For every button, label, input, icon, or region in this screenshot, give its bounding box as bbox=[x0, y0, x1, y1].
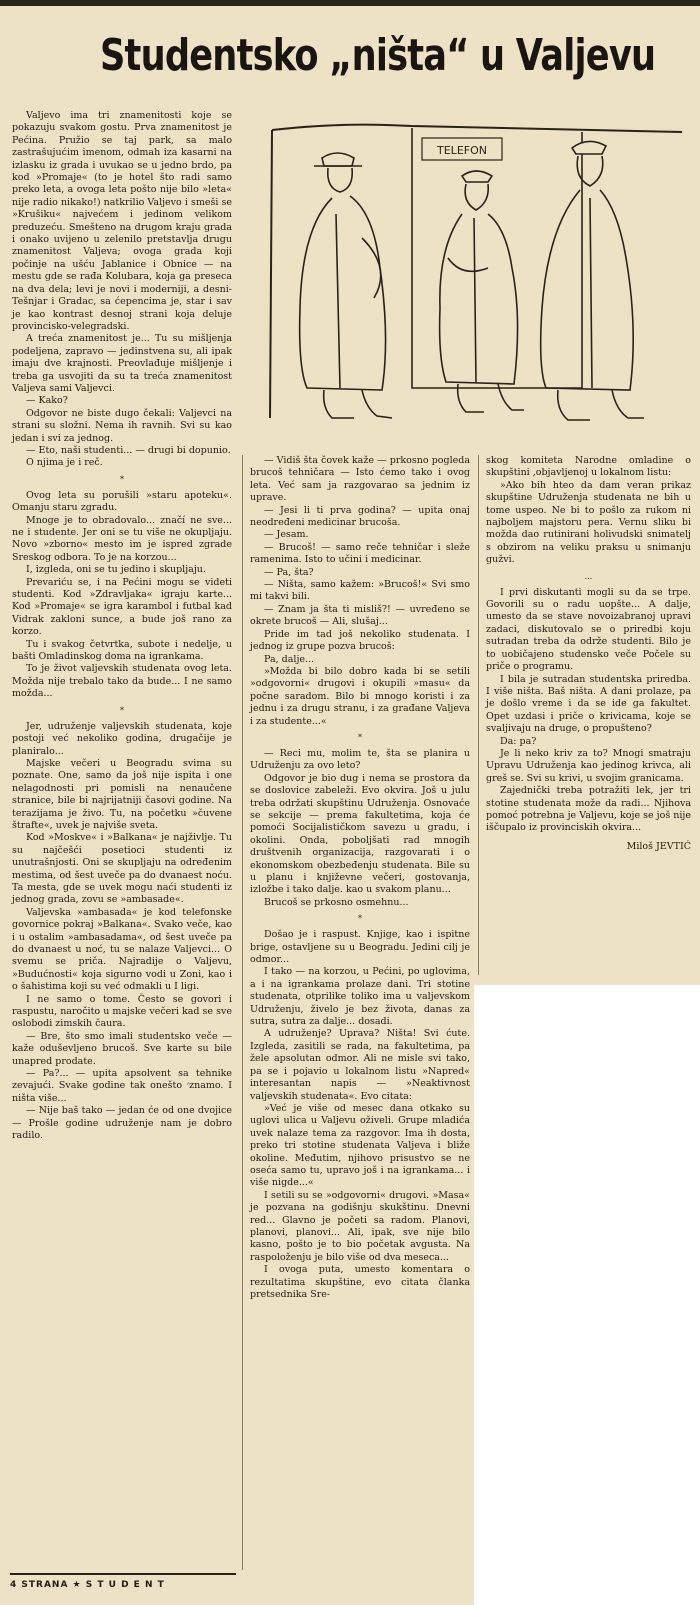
article-paragraph: I prvi diskutanti mogli su da se trpe. Govorili su o radu uopšte... A dalje, umesto da se stave novoizabranoj upravi zadaci, diskutovalo se o priredbi koju sutradan treba da održe studenti. Bilo je to uobičajeno studensko veče Počele su priče o programu. bbox=[486, 586, 691, 673]
telefon-sign: TELEFON bbox=[437, 144, 487, 157]
article-paragraph: To je život valjevskih studenata ovog leta. Možda nije trebalo tako da bude... I ne samo možda... bbox=[12, 663, 232, 700]
article-paragraph: »Možda bi bilo dobro kada bi se setili »odgovorni« drugovi i okupili »masu« da počne saradom. Bilo bi mnogo koristi i za jednu i za drugu stranu, i za građane Valjeva i za studente...« bbox=[250, 665, 470, 727]
article-column-3 bbox=[486, 455, 691, 853]
article-paragraph: Valjevska »ambasada« je kod telefonske govornice pokraj »Balkana«. Svako veče, kao i u ostalim »ambasadama«, od šest uveče pa do dvanaest u noć, tu se nalaze Valjevci... O svemu se priča. Najradije o Valjevu, »Budućnosti« koja sigurno vodi u Zoni, kao i o šahistima koji su već odmakli u I ligi. bbox=[12, 906, 232, 993]
man-figure-left bbox=[300, 153, 392, 418]
article-paragraph: — Vidiš šta čovek kaže — prkosno pogleda brucoš tehničara — Isto ćemo tako i ovog leta. Već sam ja razgovarao sa jednim iz uprave. bbox=[250, 455, 470, 504]
article-paragraph: I ne samo o tome. Često se govori i raspustu, naročito u majske večeri kad se sve oslobodi zimskih čaura. bbox=[12, 993, 232, 1030]
headline: Studentsko „ništa“ u Valjevu bbox=[100, 30, 656, 81]
page-footer: 4 STRANA ★ S T U D E N T bbox=[10, 1580, 165, 1590]
article-paragraph: — Znam ja šta ti misliš?! — uvređeno se okrete brucoš — Ali, slušaj... bbox=[250, 603, 470, 628]
telephone-booth-illustration bbox=[262, 118, 690, 446]
article-paragraph: Da: pa? bbox=[500, 735, 537, 747]
section-separator: ... bbox=[584, 571, 593, 581]
article-paragraph: O njima je i reč. bbox=[26, 457, 103, 469]
article-paragraph: Majske večeri u Beogradu svima su poznate. One, samo da još nije ispita i one nelagodnosti pri pomisli na nenaučene stranice, bile bi najrijatniji časovi godine. Na terazijama je živo. Tu, na početku »čuvene štrafte«, uvek je najviše sveta. bbox=[12, 757, 232, 831]
article-paragraph: I tako — na korzou, u Pećini, po uglovima, a i na igrankama prolaze dani. Tri stotine studenata, otprilike toliko ima u valjevskom Udruženju, živelo je bez života, danas za sutra, sutra za dalje... dosadi. bbox=[250, 966, 470, 1028]
article-paragraph: Kod »Moskve« i »Balkana« je najživlje. Tu su najčešći posetioci studenti iz unutrašnjosti. Oni se skupljaju na određenim mestima, od šest uveče pa do dvanaest noću. Ta mesta, gde se uvek mogu naći studenti iz jednog grada, zovu se »ambasade«. bbox=[12, 832, 232, 906]
article-paragraph: Pa, dalje... bbox=[264, 653, 315, 665]
section-separator: * bbox=[120, 705, 124, 715]
article-column-2 bbox=[250, 455, 470, 1301]
article-paragraph: I ovoga puta, umesto komentara o rezultatima skupštine, evo citata članka pretsednika Sre- bbox=[250, 1264, 470, 1300]
author-signature: Miloš JEVTIĆ bbox=[626, 840, 691, 852]
article-paragraph: »Ako bih hteo da dam veran prikaz skupštine Udruženja studenata ne bih u tome uspeo. Ne bi to pošlo za rukom ni najboljem majstoru pera. Vernu sliku bi možda dao rutinirani holivudski snimatelj s obzirom na veliku praksu u snimanju gužvi. bbox=[486, 479, 691, 566]
article-paragraph: I, izgleda, oni se tu jedino i skupljaju. bbox=[26, 564, 206, 576]
section-separator: * bbox=[120, 474, 124, 484]
man-figure-right bbox=[541, 141, 644, 420]
article-paragraph: — Pa?... — upita apsolvent sa tehnike zevajući. Svake godine tak onešto ׳znamo. I ništa više... bbox=[12, 1068, 233, 1104]
article-paragraph: Jer, udruženje valjevskih studenata, koje postoji već nekoliko godina, drugačije je planiralo... bbox=[12, 720, 232, 757]
article-paragraph: Odgovor je bio dug i nema se prostora da se doslovice zabeleži. Evo okvira. Još u julu treba održati skupštinu Udruženja. Osnovaće se sekcije — prema fakultetima, koja će pomoći Socijalističkom savezu u gradu, i okolini. Onda, poboljšati rad mnogih društvenih organizacija, razgovarati i o ekonomskom obezbeđenju studenata. Bile su u planu i književne večeri, gostovanja, izložbe i tako dalje. kao u svakom planu... bbox=[250, 772, 470, 896]
article-paragraph: — Jesi li ti prva godina? — upita onaj neodređeni medicinar brucoša. bbox=[250, 504, 470, 529]
article-paragraph: I setili su se »odgovorni« drugovi. »Masa« je pozvana na godišnju skukštinu. Dnevni red... Glavno je početi sa radom. Planovi, planovi, planovi... Ali, ipak, sve nije bilo kasno, pošto je to bio početak avgusta. Na raspoloženju je bilo više od dva meseca... bbox=[250, 1189, 470, 1263]
article-paragraph: — Reci mu, molim te, šta se planira u Udruženju za ovo leto? bbox=[250, 747, 470, 772]
article-paragraph: Pride im tad još nekoliko studenata. I jednog iz grupe pozva brucoš: bbox=[250, 628, 470, 653]
article-paragraph: A treća znamenitost je... Tu su mišljenja podeljena, zapravo — jedinstvena su, ali ipak imaju dve krajnosti. Preovlađuje mišljenje i treba ga usvojiti da su ta treća znamenitost Valjeva sami Valjevci. bbox=[12, 333, 232, 394]
article-paragraph: Valjevo ima tri znamenitosti koje se pokazuju svakom gostu. Prva znamenitost je Pećina. Pružio se taj park, sa malo zastrašujućim imenom, odmah iza kasarni na izlasku iz grada i uvukao se u jedno brdo, pa kod »Promaje« (to je hotel što radi samo preko leta, a ovoga leta pošto nije bilo »leta« nije radio nikako!) natkrilio Valjevo i smeši se »Krušiku« najvećem i jedinom velikom preduzeću. Smešteno na drugom kraju grada i onako uvijeno u zelenilo pretstavlja drugu znamenitost Valjeva; ovoga grada koji počinje na ušću Jablanice i Obnice — na mestu gde se rađa Kolubara, koja ga preseca na dva dela; levi je novi i moderniji, a desni-Tešnjar i Gradac, sa ćepencima je, star i sav je kao kontrast desnoj strani koja deluje provincisko-velegradski. bbox=[12, 110, 232, 332]
article-paragraph: — Pa, šta? bbox=[264, 566, 314, 578]
footer-rule bbox=[10, 1573, 236, 1575]
column-divider bbox=[478, 455, 479, 975]
page-cutout bbox=[474, 985, 700, 1605]
column-divider bbox=[242, 455, 243, 1570]
article-paragraph: Ovog leta su porušili »staru apoteku«. Omanju staru zgradu. bbox=[12, 489, 232, 514]
top-rule bbox=[0, 0, 700, 6]
article-paragraph: skog komiteta Narodne omladine o skupštini ,objavljenoj u lokalnom listu: bbox=[486, 455, 691, 479]
article-paragraph: Brucoš se prkosno osmehnu... bbox=[264, 896, 409, 908]
article-paragraph: Odgovor ne biste dugo čekali: Valjevci na strani su složni. Nema ih ravnih. Svi su kao jedan i svi za jednog. bbox=[12, 407, 232, 444]
section-separator: * bbox=[358, 914, 362, 924]
article-paragraph: — Bre, što smo imali studentsko veče — kaže oduševljeno brucoš. Sve karte su bile unapred prodate. bbox=[12, 1030, 232, 1067]
article-paragraph: — Brucoš! — samo reče tehničar i sleže ramenima. Isto to učini i medicinar. bbox=[250, 541, 470, 566]
article-paragraph: — Ništa, samo kažem: »Brucoš!« Svi smo mi takvi bili. bbox=[250, 579, 470, 603]
article-paragraph: — Jesam. bbox=[264, 529, 309, 541]
section-separator: * bbox=[358, 732, 362, 742]
article-paragraph: I bila je sutradan studentska priredba. I više ništa. Baš ništa. A dani prolaze, pa je došlo vreme i da se ide ga fakultet. Opet uzdasi i priče o krivicama, koje se svaljivaju na druge, o propušteno? bbox=[486, 673, 691, 735]
article-paragraph: Tu i svakog četvrtka, subote i nedelje, u bašti Omladinskog doma na igrankama. bbox=[12, 638, 232, 663]
article-paragraph: — Kako? bbox=[26, 395, 68, 407]
article-paragraph: — Eto, naši studenti... — drugi bi dopunio. bbox=[26, 444, 231, 456]
article-paragraph: Je li neko kriv za to? Mnogi smatraju Upravu Udruženja kao jedinog krivca, ali greš se. Svi su krivi, u svojim granicama. bbox=[486, 747, 691, 784]
article-paragraph: »Već je više od mesec dana otkako su uglovi ulica u Valjevu oživeli. Grupe mladića uvek nalaze tema za razgovor. Ima ih dosta, preko tri stotine studenata Valjeva i bliže okoline. Međutim, njihovo prisustvo se ne oseća samo tu, upravo još i na igrankama... i više nigde...« bbox=[250, 1102, 470, 1189]
article-paragraph: Zajednički treba potražiti lek, jer tri stotine studenata može da radi... Njihova pomoć potrebna je Valjevu, koje se još nije iščupalo iz provinciskih okvira... bbox=[486, 785, 691, 834]
article-paragraph: Mnoge je to obradovalo... značí ne sve... ne i studente. Jer oni se tu više ne okupljaju. Novo »zborno« mesto im je ispred zgrade Sreskog odbora. To je na korzou... bbox=[12, 514, 232, 563]
article-column-1 bbox=[12, 110, 232, 1143]
article-paragraph: A udruženje? Uprava? Ništa! Svi ćute. Izgleda, zasitili se rada, na fakultetima, pa žele apsolutan odmor. Ali ne misle svi tako, pa se i pojavio u lokalnom listu »Napred« interesantan napis — »Neaktivnost valjevskih studenata«. Evo citata: bbox=[250, 1028, 470, 1102]
article-paragraph: Prevariću se, i na Pećini mogu se videti studenti. Kod »Zdravljaka« igraju karte... Kod »Promaje« se igra karambol i futbal kad Vidrak zakloni sunce, a bude još rano za korzo. bbox=[12, 576, 232, 638]
article-paragraph: Došao je i raspust. Knjige, kao i ispitne brige, ostavljene su u Beogradu. Jedini cilj je odmor... bbox=[250, 929, 470, 966]
man-figure-center bbox=[440, 171, 524, 412]
article-paragraph: — Nije baš tako — jedan će od one dvojice — Prošle godine udruženje nam je dobro radilo. bbox=[12, 1105, 232, 1142]
